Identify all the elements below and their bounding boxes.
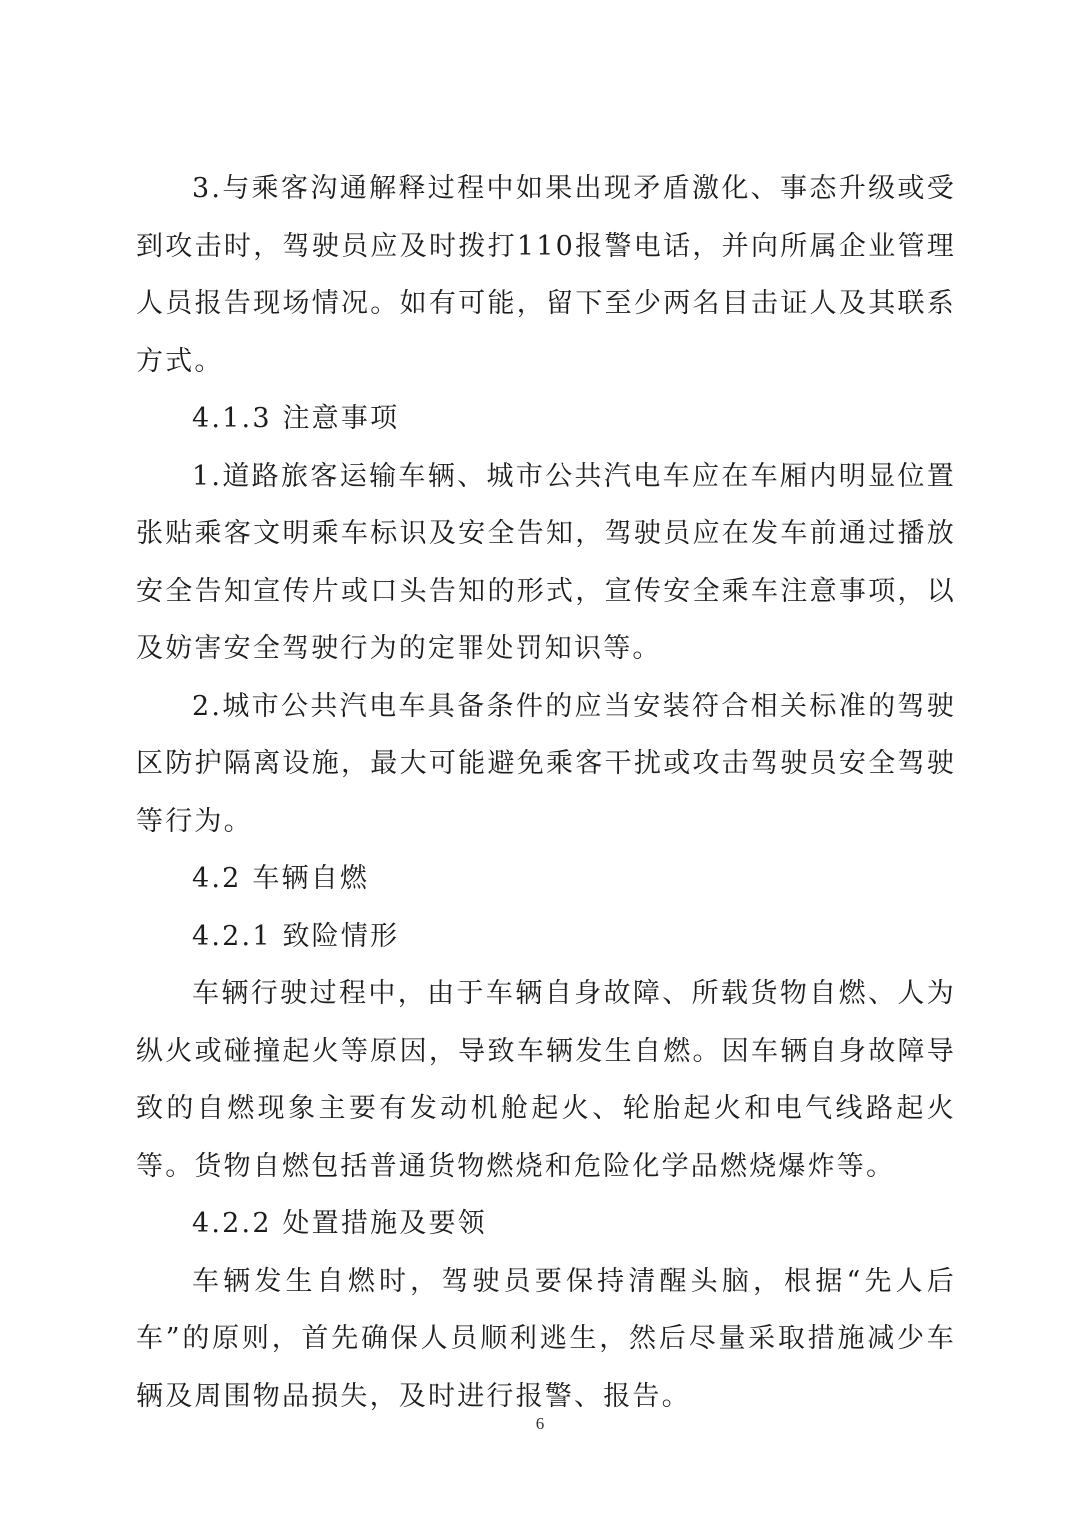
paragraph-fire-causes: 车辆行驶过程中，由于车辆自身故障、所载货物自燃、人为纵火或碰撞起火等原因，导致车辆发生自燃。因车辆自身故障导致的自燃现象主要有发动机舱起火、轮胎起火和电气线路起火等。货物自燃包括普通货物燃烧和危险化学品燃烧爆炸等。 xyxy=(136,978,956,1182)
section-heading-4-1-3: 4.1.3 注意事项 xyxy=(192,403,400,434)
paragraph-driver-protection: 2.城市公共汽电车具备条件的应当安装符合相关标准的驾驶区防护隔离设施，最大可能避免乘客干扰或攻击驾驶员安全驾驶等行为。 xyxy=(136,690,956,837)
section-heading-4-2-1: 4.2.1 致险情形 xyxy=(192,920,400,952)
page-number: 6 xyxy=(535,1414,545,1433)
section-heading-4-2: 4.2 车辆自燃 xyxy=(192,863,370,894)
paragraph-communication-escalation: 3.与乘客沟通解释过程中如果出现矛盾激化、事态升级或受到攻击时，驾驶员应及时拨打110报警电话，并向所属企业管理人员报告现场情况。如有可能，留下至少两名目击证人及其联系方式。 xyxy=(136,173,956,377)
document-body xyxy=(136,160,956,1425)
paragraph-fire-response: 车辆发生自燃时，驾驶员要保持清醒头脑，根据“先人后车”的原则，首先确保人员顺利逃生，然后尽量采取措施减少车辆及周围物品损失，及时进行报警、报告。 xyxy=(136,1265,956,1412)
paragraph-safety-notice: 1.道路旅客运输车辆、城市公共汽电车应在车厢内明显位置张贴乘客文明乘车标识及安全告知，驾驶员应在发车前通过播放安全告知宣传片或口头告知的形式，宣传安全乘车注意事项，以及妨害安全驾驶行为的定罪处罚知识等。 xyxy=(136,460,956,664)
section-heading-4-2-2: 4.2.2 处置措施及要领 xyxy=(192,1208,487,1239)
